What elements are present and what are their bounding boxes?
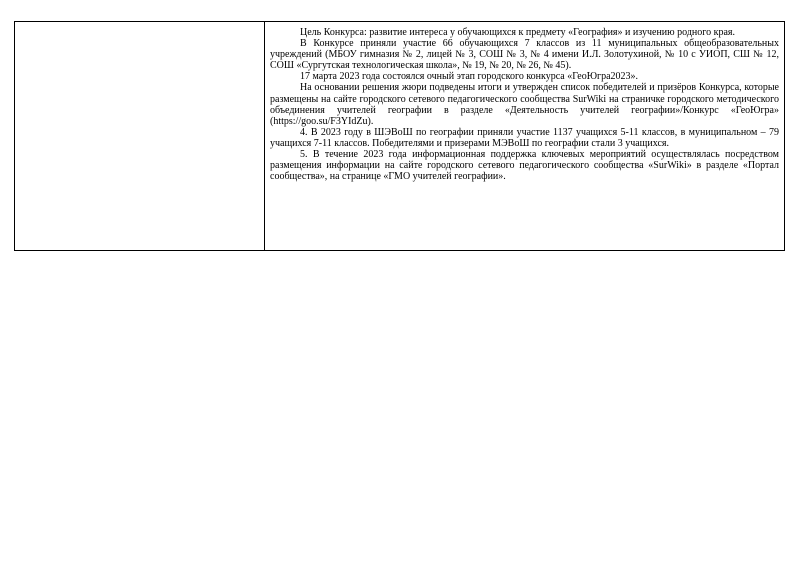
paragraph-contest-goal: Цель Конкурса: развитие интереса у обучающихся к предмету «География» и изучению родного края. xyxy=(300,27,736,38)
table-cell-right xyxy=(265,22,784,250)
paragraph-olympiad: 4. В 2023 году в ШЭВоШ по географии приняли участие 1137 учащихся 5-11 классов, в муниципальном – 79 учащихся 7-11 классов. Победителями и призерами МЭВоШ по географии стали 3 учащихся. xyxy=(270,126,779,149)
paragraph-participants: В Конкурсе приняли участие 66 обучающихся 7 классов из 11 муниципальных общеобразовательных учреждений (МБОУ гимназия № 2, лицей № 3, СОШ № 3, № 4 имени И.Л. Золотухиной, № 10 с УИОП, СШ № 12, СОШ «Сургутская технологическая школа», № 19, № 20, № 26, № 45). xyxy=(270,38,779,72)
document-table xyxy=(14,21,785,251)
paragraph-results: На основании решения жюри подведены итоги и утвержден список победителей и призёров Конкурса, которые размещены на сайте городского сетевого педагогического сообщества SurWiki на страничке городского методического объединения учителей географии в разделе «Деятельность учителей географии»/Конкурс «ГеоЮгра» (https://goo.su/F3YIdZu). xyxy=(270,82,779,127)
paragraph-in-person-stage: 17 марта 2023 года состоялся очный этап городского конкурса «ГеоЮгра2023». xyxy=(300,71,639,83)
table-cell-left xyxy=(15,22,265,250)
paragraph-info-support: 5. В течение 2023 года информационная поддержка ключевых мероприятий осуществлялась посредством размещения информации на сайте городского сетевого педагогического сообщества «SurWiki» в разделе «Портал сообщества», на странице «ГМО учителей географии». xyxy=(270,149,779,183)
